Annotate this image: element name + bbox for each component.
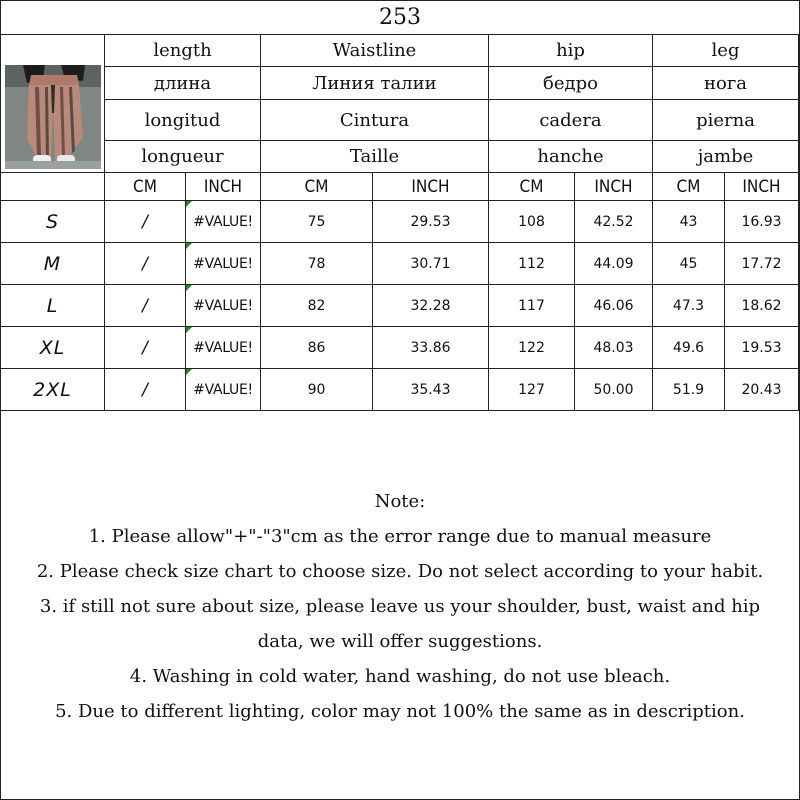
units-row <box>1 173 799 201</box>
length-inch-cell <box>186 285 261 327</box>
size-row-2xl <box>1 369 799 411</box>
hip-cm-cell: 112 <box>489 243 575 285</box>
leg-cm-cell: 47.3 <box>653 285 725 327</box>
length-cm-cell: / <box>105 285 186 327</box>
product-photo-image <box>5 65 101 169</box>
header-leg-es: pierna <box>653 100 799 141</box>
header-row-en <box>1 35 799 67</box>
length-cm-cell: / <box>105 201 186 243</box>
hip-cm-cell: 127 <box>489 369 575 411</box>
unit-length-inch: INCH <box>186 173 261 201</box>
header-length-es: longitud <box>105 100 261 141</box>
hip-inch-cell: 44.09 <box>575 243 653 285</box>
size-table <box>0 34 799 411</box>
error-flag-icon <box>186 327 192 333</box>
header-hip-en: hip <box>489 35 653 67</box>
length-inch-value: #VALUE! <box>193 297 253 314</box>
size-label: S <box>1 201 105 243</box>
chart-title: 253 <box>379 5 421 30</box>
unit-hip-inch: INCH <box>575 173 653 201</box>
unit-length-cm: CM <box>105 173 186 201</box>
unit-leg-inch: INCH <box>725 173 799 201</box>
error-flag-icon <box>186 243 192 249</box>
header-leg-ru: нога <box>653 67 799 100</box>
error-flag-icon <box>186 285 192 291</box>
length-inch-value: #VALUE! <box>193 213 253 230</box>
header-row-ru <box>1 67 799 100</box>
waist-inch-cell: 32.28 <box>373 285 489 327</box>
error-flag-icon <box>186 201 192 207</box>
waist-cm-cell: 78 <box>261 243 373 285</box>
size-label: 2XL <box>1 369 105 411</box>
note-item: 2. Please check size chart to choose size. Do not select according to your habit. <box>36 561 764 582</box>
waist-inch-cell: 29.53 <box>373 201 489 243</box>
size-row-s <box>1 201 799 243</box>
unit-waist-inch: INCH <box>373 173 489 201</box>
length-cm-cell: / <box>105 243 186 285</box>
note-item: 4. Washing in cold water, hand washing, do not use bleach. <box>129 666 671 687</box>
length-inch-value: #VALUE! <box>193 255 253 272</box>
length-inch-cell <box>186 327 261 369</box>
unit-leg-cm: CM <box>653 173 725 201</box>
header-hip-ru: бедро <box>489 67 653 100</box>
units-blank-cell <box>1 173 105 201</box>
unit-waist-cm: CM <box>261 173 373 201</box>
header-length-en: length <box>105 35 261 67</box>
size-row-l <box>1 285 799 327</box>
length-inch-cell <box>186 201 261 243</box>
leg-cm-cell: 45 <box>653 243 725 285</box>
error-flag-icon <box>186 369 192 375</box>
leg-cm-cell: 43 <box>653 201 725 243</box>
notes-block <box>0 484 800 729</box>
waist-cm-cell: 75 <box>261 201 373 243</box>
length-inch-cell <box>186 369 261 411</box>
hip-cm-cell: 108 <box>489 201 575 243</box>
waist-inch-cell: 33.86 <box>373 327 489 369</box>
hip-inch-cell: 42.52 <box>575 201 653 243</box>
header-row-es <box>1 100 799 141</box>
hip-inch-cell: 48.03 <box>575 327 653 369</box>
length-inch-cell <box>186 243 261 285</box>
header-row-fr <box>1 141 799 173</box>
waist-cm-cell: 82 <box>261 285 373 327</box>
hip-cm-cell: 117 <box>489 285 575 327</box>
note-item: 5. Due to different lighting, color may not 100% the same as in description. <box>55 701 745 722</box>
header-length-ru: длина <box>105 67 261 100</box>
notes-heading: Note: <box>374 491 426 512</box>
product-photo <box>5 65 101 169</box>
length-inch-value: #VALUE! <box>193 381 253 398</box>
length-inch-value: #VALUE! <box>193 339 253 356</box>
size-row-m <box>1 243 799 285</box>
product-photo-cell <box>1 35 105 173</box>
waist-inch-cell: 35.43 <box>373 369 489 411</box>
leg-inch-cell: 18.62 <box>725 285 799 327</box>
header-waist-fr: Taille <box>261 141 489 173</box>
size-label: XL <box>1 327 105 369</box>
unit-hip-cm: CM <box>489 173 575 201</box>
size-label: M <box>1 243 105 285</box>
waist-inch-cell: 30.71 <box>373 243 489 285</box>
size-row-xl <box>1 327 799 369</box>
note-item: 3. if still not sure about size, please leave us your shoulder, bust, waist and hip <box>39 596 761 617</box>
hip-inch-cell: 50.00 <box>575 369 653 411</box>
leg-inch-cell: 17.72 <box>725 243 799 285</box>
header-leg-fr: jambe <box>653 141 799 173</box>
header-length-fr: longueur <box>105 141 261 173</box>
leg-cm-cell: 51.9 <box>653 369 725 411</box>
length-cm-cell: / <box>105 369 186 411</box>
leg-cm-cell: 49.6 <box>653 327 725 369</box>
header-waist-ru: Линия талии <box>261 67 489 100</box>
leg-inch-cell: 19.53 <box>725 327 799 369</box>
header-waist-en: Waistline <box>261 35 489 67</box>
waist-cm-cell: 86 <box>261 327 373 369</box>
header-hip-fr: hanche <box>489 141 653 173</box>
hip-inch-cell: 46.06 <box>575 285 653 327</box>
hip-cm-cell: 122 <box>489 327 575 369</box>
header-leg-en: leg <box>653 35 799 67</box>
leg-inch-cell: 20.43 <box>725 369 799 411</box>
size-label: L <box>1 285 105 327</box>
header-hip-es: cadera <box>489 100 653 141</box>
header-waist-es: Cintura <box>261 100 489 141</box>
waist-cm-cell: 90 <box>261 369 373 411</box>
leg-inch-cell: 16.93 <box>725 201 799 243</box>
note-item: 1. Please allow"+"-"3"cm as the error range due to manual measure <box>88 526 712 547</box>
note-item: data, we will offer suggestions. <box>257 631 543 652</box>
length-cm-cell: / <box>105 327 186 369</box>
